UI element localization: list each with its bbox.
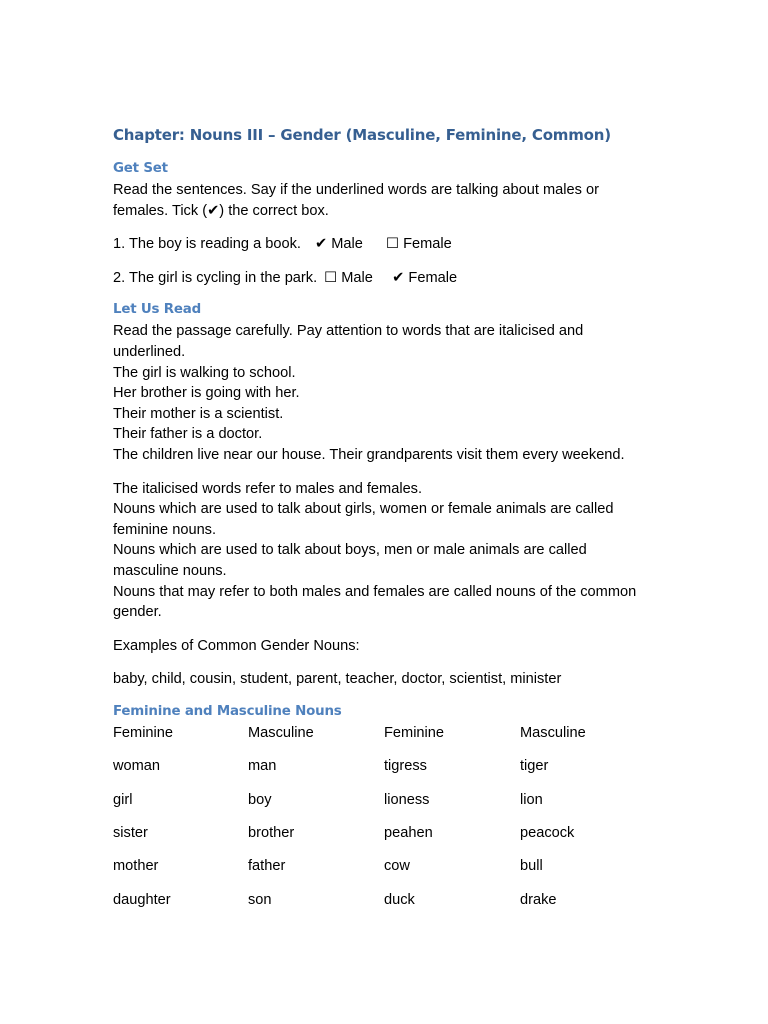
- common-gender-examples: baby, child, cousin, student, parent, teacher, doctor, scientist, minister: [113, 671, 562, 688]
- explanation-line: gender.: [113, 604, 162, 621]
- female-checkbox-1[interactable]: ☐ Female: [385, 236, 452, 253]
- table-cell: peacock: [520, 825, 575, 842]
- explanation-line: Nouns that may refer to both males and females are called nouns of the common: [113, 583, 637, 600]
- table-cell: duck: [384, 891, 415, 908]
- table-header: Masculine: [248, 724, 314, 741]
- passage-line: Their father is a doctor.: [113, 426, 263, 443]
- passage-line: Their mother is a scientist.: [113, 405, 284, 422]
- table-cell: son: [248, 891, 272, 908]
- table-cell: peahen: [384, 825, 433, 842]
- table-cell: boy: [248, 791, 272, 808]
- table-cell: mother: [113, 858, 159, 875]
- explanation-line: Nouns which are used to talk about girls, women or female animals are called: [113, 501, 614, 518]
- table-header: Feminine: [384, 724, 445, 741]
- table-cell: sister: [113, 825, 148, 842]
- table-cell: daughter: [113, 891, 171, 908]
- table-cell: drake: [520, 891, 557, 908]
- table-cell: brother: [248, 825, 295, 842]
- table-cell: woman: [113, 758, 161, 775]
- exercise-sentence-2: 2. The girl is cycling in the park.: [113, 269, 318, 286]
- document-page: [113, 124, 673, 923]
- exercise-item-2: [113, 268, 673, 289]
- exercise-sentence-1: 1. The boy is reading a book.: [113, 236, 301, 253]
- get-set-heading: Get Set: [113, 161, 168, 176]
- table-header: Masculine: [520, 724, 586, 741]
- table-cell: tiger: [520, 758, 549, 775]
- table-cell: lioness: [384, 791, 430, 808]
- female-checkbox-2[interactable]: ✔ Female: [392, 269, 458, 286]
- table-cell: girl: [113, 791, 133, 808]
- get-set-instruction-line-1: Read the sentences. Say if the underlined words are talking about males or: [113, 182, 599, 198]
- table-cell: tigress: [384, 758, 427, 775]
- common-gender-label: Examples of Common Gender Nouns:: [113, 637, 360, 654]
- table-header: Feminine: [113, 724, 174, 741]
- passage-line: Read the passage carefully. Pay attention to words that are italicised and: [113, 323, 584, 340]
- passage-line: Her brother is going with her.: [113, 385, 300, 402]
- table-cell: lion: [520, 791, 543, 808]
- explanation-line: The italicised words refer to males and females.: [113, 480, 423, 497]
- male-checkbox-2[interactable]: ☐ Male: [324, 269, 373, 286]
- let-us-read-heading: Let Us Read: [113, 302, 201, 318]
- fem-masc-table: [113, 723, 673, 923]
- get-set-instruction-line-2: females. Tick (✔) the correct box.: [113, 202, 329, 219]
- explanation-line: masculine nouns.: [113, 562, 227, 579]
- fem-masc-heading: Feminine and Masculine Nouns: [113, 703, 342, 719]
- table-cell: man: [248, 758, 277, 775]
- exercise-item-1: [113, 234, 673, 255]
- explanation-line: Nouns which are used to talk about boys, men or male animals are called: [113, 542, 587, 559]
- passage-line: underlined.: [113, 343, 186, 360]
- male-checkbox-1[interactable]: ✔ Male: [314, 236, 363, 253]
- passage-line: The girl is walking to school.: [113, 364, 296, 381]
- table-cell: father: [248, 858, 286, 875]
- passage-line: The children live near our house. Their grandparents visit them every weekend.: [113, 446, 625, 463]
- table-cell: bull: [520, 858, 543, 875]
- chapter-title: Chapter: Nouns III – Gender (Masculine, Feminine, Common): [113, 126, 611, 144]
- table-cell: cow: [384, 858, 410, 875]
- explanation-line: feminine nouns.: [113, 521, 217, 538]
